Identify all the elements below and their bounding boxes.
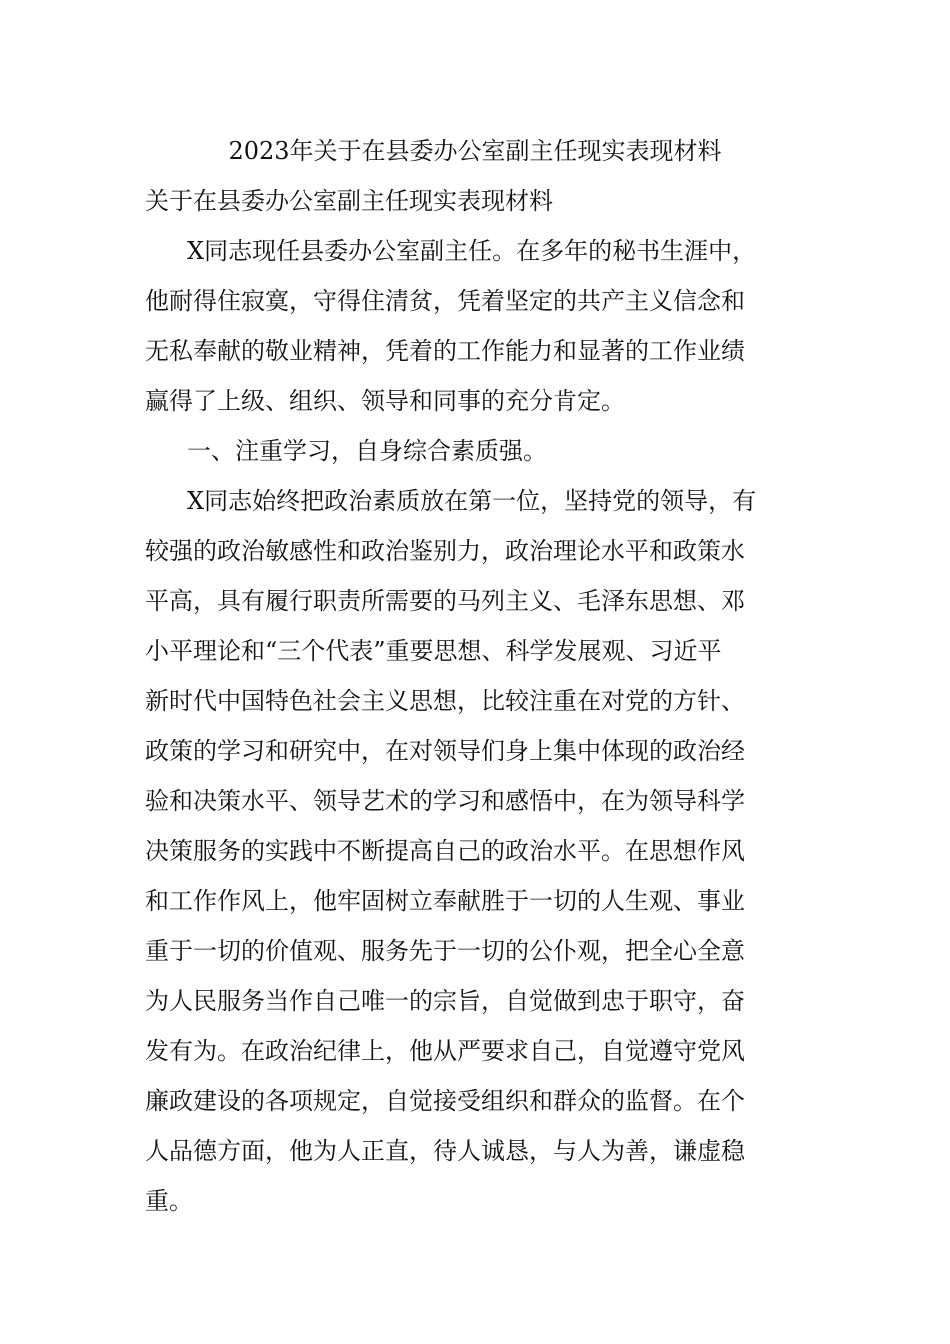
paragraph-line: 无私奉献的敬业精神，凭着的工作能力和显著的工作业绩 [145,337,745,365]
paragraph-line: 他耐得住寂寞，守得住清贫，凭着坚定的共产主义信念和 [145,287,745,315]
paragraph-line: 较强的政治敏感性和政治鉴别力，政治理论水平和政策水 [145,537,745,565]
paragraph-line: 廉政建设的各项规定，自觉接受组织和群众的监督。在个 [145,1087,745,1115]
document-title: 2023年关于在县委办公室副主任现实表现材料 [228,137,722,165]
paragraph-line: 新时代中国特色社会主义思想，比较注重在对党的方针、 [145,687,745,715]
paragraph-line: 发有为。在政治纪律上，他从严要求自己，自觉遵守党风 [145,1037,745,1065]
paragraph-line: 政策的学习和研究中，在对领导们身上集中体现的政治经 [145,737,745,765]
paragraph-line: 和工作作风上，他牢固树立奉献胜于一切的人生观、事业 [145,887,745,915]
document-subtitle: 关于在县委办公室副主任现实表现材料 [145,187,553,215]
paragraph-line: 人品德方面，他为人正直，待人诚恳，与人为善，谦虚稳 [145,1137,745,1165]
paragraph-line: 平高，具有履行职责所需要的马列主义、毛泽东思想、邓 [145,587,745,615]
paragraph-line: 重。 [145,1187,193,1215]
section-heading: 一、注重学习，自身综合素质强。 [187,437,547,465]
paragraph-line: 重于一切的价值观、服务先于一切的公仆观，把全心全意 [145,937,745,965]
paragraph-line: X同志现任县委办公室副主任。在多年的秘书生涯中， [187,237,757,265]
paragraph-line: 验和决策水平、领导艺术的学习和感悟中，在为领导科学 [145,787,745,815]
paragraph-line: 赢得了上级、组织、领导和同事的充分肯定。 [145,387,625,415]
paragraph-line: X同志始终把政治素质放在第一位，坚持党的领导，有 [187,487,757,515]
paragraph-line: 小平理论和“三个代表”重要思想、科学发展观、习近平 [145,637,722,665]
paragraph-line: 决策服务的实践中不断提高自己的政治水平。在思想作风 [145,837,745,865]
paragraph-line: 为人民服务当作自己唯一的宗旨，自觉做到忠于职守，奋 [145,987,745,1015]
